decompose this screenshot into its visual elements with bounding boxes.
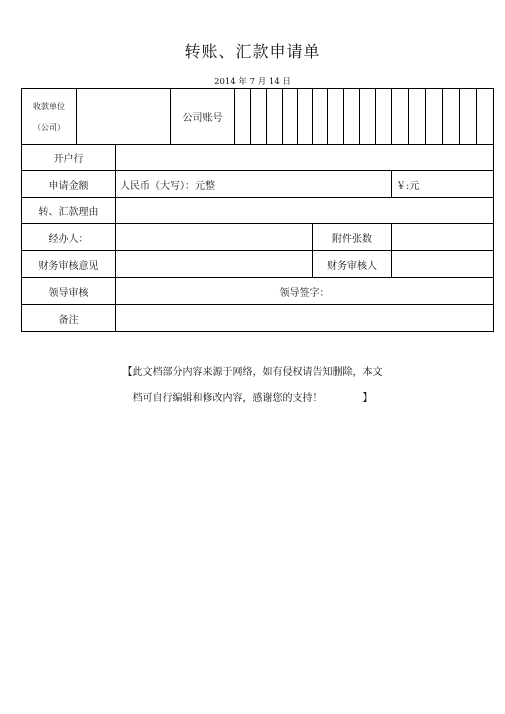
transfer-form-table (21, 88, 494, 332)
amount-row (22, 171, 494, 198)
attachments-field[interactable] (392, 224, 494, 251)
footer-note-line1: 【此文档部分内容来源于网络，如有侵权请告知删除，本文 (122, 367, 383, 378)
handler-field[interactable] (116, 224, 313, 251)
account-digit-box[interactable] (283, 89, 298, 145)
payee-unit-line2: （公司） (33, 122, 65, 132)
attachments-label: 附件张数 (313, 224, 392, 251)
account-digit-box[interactable] (251, 89, 267, 145)
amount-label: 申请金额 (22, 171, 116, 198)
account-digit-box[interactable] (392, 89, 409, 145)
finance-row (22, 251, 494, 278)
finance-opinion-field[interactable] (116, 251, 313, 278)
payee-unit-label (22, 89, 77, 145)
handler-row (22, 224, 494, 251)
account-digit-box[interactable] (328, 89, 344, 145)
leader-signature-label: 领导签字： (279, 287, 330, 299)
finance-reviewer-label: 财务审核人 (313, 251, 392, 278)
footer-note-line2: 档可自行编辑和修改内容，感谢您的支持！ 】 (132, 393, 373, 404)
remarks-field[interactable] (116, 305, 494, 332)
account-digit-box[interactable] (267, 89, 283, 145)
finance-reviewer-field[interactable] (392, 251, 494, 278)
leader-review-label: 领导审核 (22, 278, 116, 305)
finance-opinion-label: 财务审核意见 (22, 251, 116, 278)
remarks-row (22, 305, 494, 332)
company-account-label: 公司账号 (171, 89, 235, 145)
account-digit-box[interactable] (235, 89, 251, 145)
account-digit-box[interactable] (443, 89, 460, 145)
bank-row (22, 145, 494, 171)
reason-label: 转、汇款理由 (22, 198, 116, 224)
account-digit-box[interactable] (460, 89, 477, 145)
account-digit-box[interactable] (426, 89, 443, 145)
reason-field[interactable] (116, 198, 494, 224)
form-title: 转账、汇款申请单 (184, 42, 321, 61)
payee-unit-line1: 收款单位 (33, 101, 65, 111)
leader-signature-field[interactable] (116, 278, 494, 305)
remarks-label: 备注 (22, 305, 116, 332)
amount-words-field[interactable]: 人民币（大写）：元整 (116, 171, 392, 198)
account-digit-box[interactable] (477, 89, 494, 145)
amount-figures-field[interactable]: ￥:元 (392, 171, 494, 198)
account-digit-box[interactable] (360, 89, 376, 145)
reason-row (22, 198, 494, 224)
bank-field[interactable] (116, 145, 494, 171)
account-digit-box[interactable] (376, 89, 392, 145)
account-digit-box[interactable] (313, 89, 328, 145)
bank-label: 开户行 (22, 145, 116, 171)
payee-unit-field[interactable] (77, 89, 171, 145)
account-digit-box[interactable] (409, 89, 426, 145)
leader-row (22, 278, 494, 305)
account-digit-box[interactable] (344, 89, 360, 145)
account-digit-box[interactable] (298, 89, 313, 145)
form-date: 2014 年 7 月 14 日 (214, 77, 291, 87)
handler-label: 经办人： (22, 224, 116, 251)
payee-row (22, 89, 494, 145)
